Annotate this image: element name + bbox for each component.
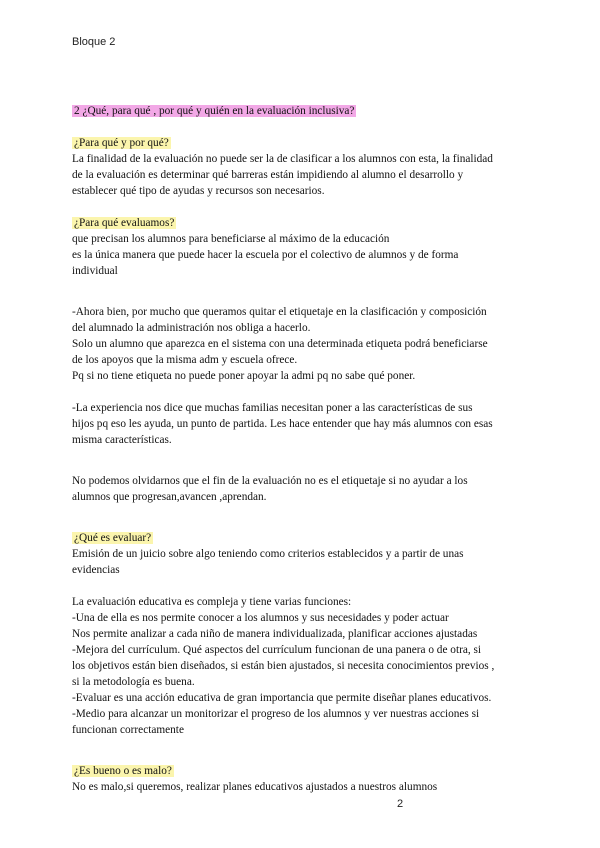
body-line: -Medio para alcanzar un monitorizar el progreso de los alumnos y ver nuestras acciones si: [72, 708, 480, 720]
body-line: -Ahora bien, por mucho que queramos quitar el etiquetaje en la clasificación y composición: [72, 306, 487, 318]
section-heading: ¿Qué es evaluar?: [74, 532, 152, 544]
body-line: los objetivos están bien diseñados, si están bien ajustados, si necesita conocimientos previos ,: [72, 660, 495, 672]
body-line: de los apoyos que la misma adm y escuela ofrece.: [72, 354, 298, 366]
title-highlight: 2 ¿Qué, para qué , por qué y quién en la evaluación inclusiva?: [74, 105, 355, 117]
body-line: misma características.: [72, 434, 172, 446]
page-header: Bloque 2: [72, 36, 116, 48]
body-line: establecer qué tipo de ayudas y recursos son necesarios.: [72, 185, 325, 197]
body-line: Nos permite analizar a cada niño de manera individualizada, planificar acciones ajustadas: [72, 628, 478, 640]
section-heading: ¿Para qué evaluamos?: [74, 217, 175, 229]
body-line: -Una de ella es nos permite conocer a los alumnos y sus necesidades y poder actuar: [72, 612, 449, 624]
body-line: evidencias: [72, 564, 120, 576]
page-number: 2: [397, 798, 404, 810]
body-line: funcionan correctamente: [72, 724, 184, 736]
body-line: si la metodología es buena.: [72, 676, 195, 688]
body-line: -Mejora del currículum. Qué aspectos del currículum funcionan de una panera o de otra, si: [72, 644, 482, 656]
body-line: Solo un alumno que aparezca en el sistema con una determinada etiqueta podrá beneficiarse: [72, 338, 488, 350]
body-line: alumnos que progresan,avancen ,aprendan.: [72, 491, 267, 503]
document-body: [72, 103, 532, 795]
body-line: Emisión de un juicio sobre algo teniendo como criterios establecidos y a partir de unas: [72, 548, 464, 560]
body-line: La finalidad de la evaluación no puede ser la de clasificar a los alumnos con esta, la finalidad: [72, 153, 493, 165]
body-line: Pq si no tiene etiqueta no puede poner apoyar la admi pq no sabe qué poner.: [72, 370, 416, 382]
section-heading: ¿Es bueno o es malo?: [74, 765, 172, 777]
body-line: hijos pq eso les ayuda, un punto de partida. Les hace entender que hay más alumnos con esas: [72, 418, 493, 430]
body-line: individual: [72, 265, 118, 277]
body-line: de la evaluación es determinar qué barreras están impidiendo al alumno el desarrollo y: [72, 169, 464, 181]
body-line: que precisan los alumnos para beneficiarse al máximo de la educación: [72, 233, 390, 245]
body-line: La evaluación educativa es compleja y tiene varias funciones:: [72, 596, 352, 608]
page-title: [72, 103, 532, 119]
body-line: es la única manera que puede hacer la escuela por el colectivo de alumnos y de forma: [72, 249, 459, 261]
body-line: -Evaluar es una acción educativa de gran importancia que permite diseñar planes educativos.: [72, 692, 492, 704]
body-line: -La experiencia nos dice que muchas familias necesitan poner a las características de sus: [72, 402, 473, 414]
body-line: No es malo,si queremos, realizar planes educativos ajustados a nuestros alumnos: [72, 781, 438, 793]
body-line: del alumnado la administración nos obliga a hacerlo.: [72, 322, 311, 334]
body-line: No podemos olvidarnos que el fin de la evaluación no es el etiquetaje si no ayudar a los: [72, 475, 468, 487]
section-heading: ¿Para qué y por qué?: [74, 137, 169, 149]
